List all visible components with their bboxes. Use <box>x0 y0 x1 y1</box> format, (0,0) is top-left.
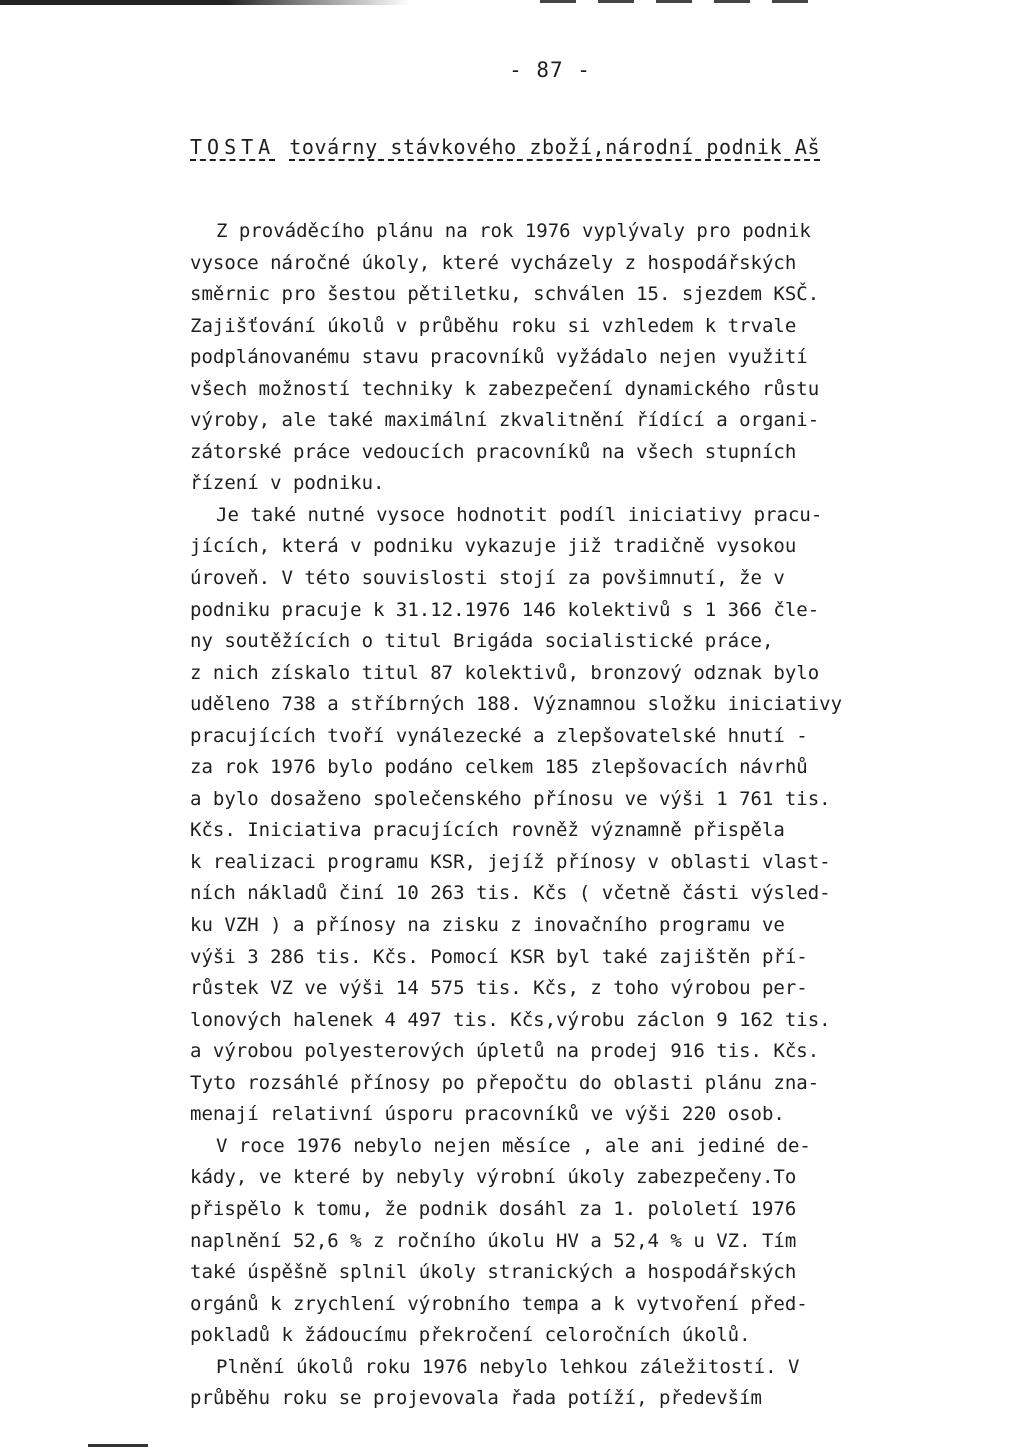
text-line: výroby, ale také maximální zkvalitnění řídící a organi- <box>190 409 820 432</box>
text-line: řízení v podniku. <box>190 472 385 495</box>
scan-mark <box>714 0 750 3</box>
text-line: uděleno 738 a stříbrných 188. Významnou složku iniciativy <box>190 693 843 716</box>
text-line: Kčs. Iniciativa pracujících rovněž významně přispěla <box>190 819 785 842</box>
text-line: V roce 1976 nebylo nejen měsíce , ale ani jediné de- <box>216 1134 811 1157</box>
text-line: lonových halenek 4 497 tis. Kčs,výrobu záclon 9 162 tis. <box>190 1008 831 1031</box>
text-line: jících, která v podniku vykazuje již tradičně vysokou <box>190 535 797 558</box>
text-line: úroveň. V této souvislosti stojí za povšimnutí, že v <box>190 567 785 590</box>
text-line: ních nákladů činí 10 263 tis. Kčs ( včetně části výsled- <box>190 882 831 905</box>
text-line: menají relativní úsporu pracovníků ve výši 220 osob. <box>190 1103 785 1126</box>
text-line: za rok 1976 bylo podáno celkem 185 zlepšovacích návrhů <box>190 756 808 779</box>
text-line: Plnění úkolů roku 1976 nebylo lehkou záležitostí. V <box>216 1355 800 1378</box>
text-line: také úspěšně splnil úkoly stranických a hospodářských <box>190 1261 797 1284</box>
scan-mark <box>540 0 576 3</box>
scan-mark <box>656 0 692 3</box>
text-line: výši 3 286 tis. Kčs. Pomocí KSR byl také zajištěn pří- <box>190 945 808 968</box>
company-name: TOSTA <box>190 135 276 159</box>
scan-edge-top <box>0 0 1024 5</box>
text-line: ny soutěžících o titul Brigáda socialistické práce, <box>190 630 774 653</box>
text-line: průběhu roku se projevovala řada potíží, především <box>190 1387 762 1410</box>
text-line: pracujících tvoří vynálezecké a zlepšovatelské hnutí - <box>190 724 808 747</box>
body-text <box>190 216 910 1415</box>
text-line: vysoce náročné úkoly, které vycházely z hospodářských <box>190 251 797 274</box>
page-number: - 87 - <box>509 58 591 82</box>
page-header <box>190 135 820 159</box>
text-line: naplnění 52,6 % z ročního úkolu HV a 52,4 % u VZ. Tím <box>190 1229 797 1252</box>
text-line: a výrobou polyesterových úpletů na prodej 916 tis. Kčs. <box>190 1040 820 1063</box>
text-line: přispělo k tomu, že podnik dosáhl za 1. pololetí 1976 <box>190 1197 797 1220</box>
text-line: a bylo dosaženo společenského přínosu ve výši 1 761 tis. <box>190 787 831 810</box>
text-line: Je také nutné vysoce hodnotit podíl iniciativy pracu- <box>216 503 823 526</box>
scan-marks <box>540 0 860 4</box>
text-line: podniku pracuje k 31.12.1976 146 kolektivů s 1 366 čle- <box>190 598 820 621</box>
text-line: orgánů k zrychlení výrobního tempa a k vytvoření před- <box>190 1292 808 1315</box>
scan-mark <box>598 0 634 3</box>
scan-mark <box>772 0 808 3</box>
text-line: Zajišťování úkolů v průběhu roku si vzhledem k trvale <box>190 314 797 337</box>
text-line: kády, ve které by nebyly výrobní úkoly zabezpečeny.To <box>190 1166 797 1189</box>
text-line: podplánovanému stavu pracovníků vyžádalo nejen využití <box>190 346 808 369</box>
text-line: zátorské práce vedoucích pracovníků na všech stupních <box>190 440 797 463</box>
text-line: růstek VZ ve výši 14 575 tis. Kčs, z toho výrobou per- <box>190 977 808 1000</box>
text-line: všech možností techniky k zabezpečení dynamického růstu <box>190 377 820 400</box>
text-line: ku VZH ) a přínosy na zisku z inovačního programu ve <box>190 914 785 937</box>
text-line: směrnic pro šestou pětiletku, schválen 15. sjezdem KSČ. <box>190 283 820 306</box>
scan-edge-bottom <box>88 1444 148 1447</box>
company-description: továrny stávkového zboží,národní podnik Aš <box>289 135 821 159</box>
text-line: Z prováděcího plánu na rok 1976 vyplývaly pro podnik <box>216 220 811 242</box>
text-line: z nich získalo titul 87 kolektivů, bronzový odznak bylo <box>190 661 820 684</box>
text-line: Tyto rozsáhlé přínosy po přepočtu do oblasti plánu zna- <box>190 1071 820 1094</box>
text-line: pokladů k žádoucímu překročení celoročních úkolů. <box>190 1324 751 1347</box>
text-line: k realizaci programu KSR, jejíž přínosy v oblasti vlast- <box>190 850 831 873</box>
